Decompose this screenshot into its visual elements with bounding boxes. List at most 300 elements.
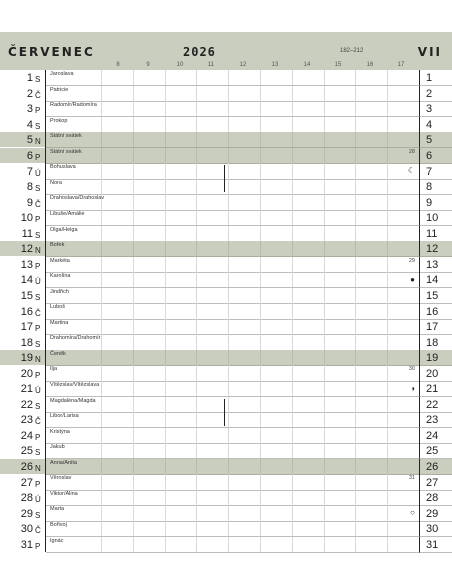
hour-gridline xyxy=(260,257,261,272)
hour-gridline xyxy=(133,381,134,396)
hour-gridline xyxy=(196,288,197,303)
name-day: Olga/Helga xyxy=(50,226,78,233)
hour-gridline xyxy=(133,537,134,552)
right-day-tab xyxy=(419,241,452,257)
hour-gridline xyxy=(292,537,293,552)
hour-gridline xyxy=(355,412,356,427)
hour-gridline xyxy=(228,459,229,474)
hour-gridline xyxy=(260,459,261,474)
hour-gridline xyxy=(133,132,134,147)
hour-gridline xyxy=(292,474,293,489)
name-day: Markéta xyxy=(50,257,70,264)
hour-gridline xyxy=(228,86,229,101)
hour-gridline xyxy=(260,443,261,458)
hour-gridline xyxy=(133,272,134,287)
hour-gridline xyxy=(260,101,261,116)
weekday-letter: S xyxy=(35,448,41,458)
hour-gridline xyxy=(324,241,325,256)
right-day-tab xyxy=(419,288,452,304)
day-row[interactable] xyxy=(0,334,452,349)
hour-gridline xyxy=(292,117,293,132)
hour-gridline xyxy=(196,241,197,256)
hour-gridline xyxy=(228,521,229,536)
right-day-tab xyxy=(419,537,452,553)
day-row[interactable] xyxy=(0,70,452,85)
day-row[interactable] xyxy=(0,490,452,505)
day-number: 7 xyxy=(26,165,33,178)
hour-gridline xyxy=(196,303,197,318)
day-entry-area[interactable] xyxy=(46,490,419,506)
hour-gridline xyxy=(101,334,102,349)
day-entry-area[interactable] xyxy=(46,241,419,257)
day-label xyxy=(0,521,45,536)
hour-gridline xyxy=(355,350,356,365)
hour-gridline xyxy=(387,319,388,334)
hour-gridline xyxy=(324,428,325,443)
day-entry-area[interactable] xyxy=(46,194,419,210)
weekday-letter: N xyxy=(35,355,41,365)
day-entry-area[interactable] xyxy=(46,101,419,117)
right-day-number: 6 xyxy=(426,150,433,163)
day-number: 18 xyxy=(20,336,33,349)
right-day-tab xyxy=(419,428,452,444)
day-row[interactable] xyxy=(0,163,452,178)
name-day: Libuše/Amálie xyxy=(50,210,85,217)
hour-gridline xyxy=(260,272,261,287)
hour-gridline xyxy=(355,428,356,443)
hour-gridline xyxy=(165,412,166,427)
hour-gridline xyxy=(165,428,166,443)
hour-gridline xyxy=(228,257,229,272)
hour-gridline xyxy=(228,428,229,443)
day-row[interactable] xyxy=(0,365,452,380)
day-row[interactable] xyxy=(0,272,452,287)
right-day-number: 19 xyxy=(426,352,439,365)
hour-gridline xyxy=(387,474,388,489)
hour-gridline xyxy=(292,288,293,303)
hour-gridline xyxy=(387,350,388,365)
right-day-number: 22 xyxy=(426,398,439,411)
right-day-number: 26 xyxy=(426,461,439,474)
name-day: Magdaléna/Magda xyxy=(50,397,96,404)
right-day-tab xyxy=(419,350,452,366)
hour-gridline xyxy=(228,179,229,194)
day-entry-area[interactable] xyxy=(46,303,419,319)
day-row[interactable] xyxy=(0,350,452,365)
hour-gridline xyxy=(260,319,261,334)
day-entry-area[interactable] xyxy=(46,443,419,459)
day-row[interactable] xyxy=(0,194,452,209)
hour-gridline xyxy=(228,226,229,241)
day-number: 19 xyxy=(20,352,33,365)
hour-gridline xyxy=(355,474,356,489)
right-day-tab xyxy=(419,319,452,335)
hour-gridline xyxy=(196,474,197,489)
day-entry-area[interactable] xyxy=(46,350,419,366)
day-row[interactable] xyxy=(0,412,452,427)
hour-gridline xyxy=(228,241,229,256)
day-label xyxy=(0,303,45,318)
name-day: Nora xyxy=(50,179,62,186)
hour-gridline xyxy=(133,241,134,256)
hour-gridline xyxy=(292,397,293,412)
hour-gridline xyxy=(165,148,166,163)
right-day-tab xyxy=(419,210,452,226)
name-day: Drahoslava/Drahoslav xyxy=(50,195,105,202)
hour-gridline xyxy=(101,350,102,365)
day-entry-area[interactable] xyxy=(46,257,419,273)
hour-gridline xyxy=(196,210,197,225)
day-entry-area[interactable] xyxy=(46,505,419,521)
hour-gridline xyxy=(324,381,325,396)
hour-gridline xyxy=(228,505,229,520)
day-label xyxy=(0,319,45,334)
day-row[interactable] xyxy=(0,226,452,241)
hour-gridline xyxy=(292,381,293,396)
weekday-letter: P xyxy=(35,541,41,551)
weekday-letter: P xyxy=(35,370,41,380)
day-entry-area[interactable] xyxy=(46,132,419,148)
day-row[interactable] xyxy=(0,132,452,147)
day-row[interactable] xyxy=(0,521,452,536)
moon-phase-icon: ○ xyxy=(410,508,415,518)
day-row[interactable] xyxy=(0,474,452,489)
day-label xyxy=(0,412,45,427)
hour-gridline xyxy=(133,412,134,427)
hour-gridline xyxy=(355,132,356,147)
hour-gridline xyxy=(133,490,134,505)
day-entry-area[interactable] xyxy=(46,521,419,537)
day-number: 25 xyxy=(20,445,33,458)
hour-gridline xyxy=(228,163,229,178)
hour-gridline xyxy=(133,148,134,163)
day-entry-area[interactable] xyxy=(46,412,419,428)
day-entry-area[interactable] xyxy=(46,226,419,242)
hour-gridline xyxy=(292,319,293,334)
weekday-letter: Ú xyxy=(35,277,41,287)
week-number: 30 xyxy=(408,366,415,373)
weekday-letter: S xyxy=(35,339,41,349)
day-entry-area[interactable] xyxy=(46,179,419,195)
hour-gridline xyxy=(292,412,293,427)
day-number: 30 xyxy=(20,523,33,536)
hour-gridline xyxy=(324,443,325,458)
hour-gridline xyxy=(101,505,102,520)
right-day-number: 24 xyxy=(426,429,439,442)
hour-label: 10 xyxy=(176,62,184,68)
hour-gridline xyxy=(260,428,261,443)
right-day-number: 21 xyxy=(426,383,439,396)
day-row[interactable] xyxy=(0,148,452,163)
day-label xyxy=(0,226,45,241)
right-day-number: 8 xyxy=(426,181,433,194)
hour-gridline xyxy=(355,194,356,209)
day-number: 29 xyxy=(20,507,33,520)
day-entry-area[interactable] xyxy=(46,428,419,444)
day-number: 10 xyxy=(20,212,33,225)
day-number: 22 xyxy=(20,398,33,411)
hour-gridline xyxy=(196,70,197,85)
hour-label: 11 xyxy=(207,62,215,68)
hour-gridline xyxy=(133,521,134,536)
weekday-letter: S xyxy=(35,121,41,131)
day-row[interactable] xyxy=(0,179,452,194)
hour-gridline xyxy=(165,288,166,303)
name-day: Čeněk xyxy=(50,350,66,357)
hour-gridline xyxy=(228,319,229,334)
right-day-tab xyxy=(419,132,452,148)
midday-marker xyxy=(224,399,225,426)
right-day-number: 31 xyxy=(426,538,439,551)
hour-gridline xyxy=(324,474,325,489)
hour-gridline xyxy=(355,241,356,256)
hour-label: 16 xyxy=(366,62,374,68)
right-day-tab xyxy=(419,226,452,242)
day-entry-area[interactable] xyxy=(46,319,419,335)
name-day: Prokop xyxy=(50,117,68,124)
hour-gridline xyxy=(165,194,166,209)
day-entry-area[interactable] xyxy=(46,117,419,133)
hour-gridline xyxy=(165,474,166,489)
hour-gridline xyxy=(196,257,197,272)
hour-gridline xyxy=(324,397,325,412)
weekday-letter: Č xyxy=(35,417,41,427)
day-label xyxy=(0,257,45,272)
day-label xyxy=(0,537,45,552)
day-row[interactable] xyxy=(0,381,452,396)
hour-gridline xyxy=(228,334,229,349)
hour-gridline xyxy=(196,459,197,474)
weekday-letter: S xyxy=(35,292,41,302)
hour-gridline xyxy=(101,537,102,552)
hour-gridline xyxy=(133,179,134,194)
weekday-letter: P xyxy=(35,261,41,271)
hour-gridline xyxy=(355,226,356,241)
hour-gridline xyxy=(228,288,229,303)
hour-gridline xyxy=(101,490,102,505)
hour-gridline xyxy=(101,70,102,85)
month-name: ČERVENEC xyxy=(8,45,95,59)
day-row[interactable] xyxy=(0,505,452,520)
right-day-tab xyxy=(419,117,452,133)
hour-gridline xyxy=(196,412,197,427)
day-entry-area[interactable] xyxy=(46,288,419,304)
hour-gridline xyxy=(387,505,388,520)
hour-gridline xyxy=(260,70,261,85)
name-day: Anna/Anita xyxy=(50,459,77,466)
right-day-number: 28 xyxy=(426,492,439,505)
hour-gridline xyxy=(292,365,293,380)
hour-gridline xyxy=(165,132,166,147)
hour-gridline xyxy=(133,70,134,85)
weekday-letter: S xyxy=(35,510,41,520)
day-row[interactable] xyxy=(0,117,452,132)
right-day-tab xyxy=(419,257,452,273)
hour-gridline xyxy=(292,86,293,101)
name-day: Státní svátek xyxy=(50,148,82,155)
right-day-number: 16 xyxy=(426,305,439,318)
hour-gridline xyxy=(165,241,166,256)
day-entry-area[interactable] xyxy=(46,334,419,350)
hour-gridline xyxy=(387,334,388,349)
day-row[interactable] xyxy=(0,210,452,225)
name-day: Radomír/Radomíra xyxy=(50,102,97,109)
name-day: Bohuslava xyxy=(50,164,76,171)
day-row[interactable] xyxy=(0,459,452,474)
weekday-letter: S xyxy=(35,75,41,85)
hour-gridline xyxy=(324,117,325,132)
hour-gridline xyxy=(101,443,102,458)
hour-gridline xyxy=(387,521,388,536)
day-label xyxy=(0,350,45,365)
hour-gridline xyxy=(260,537,261,552)
right-day-tab xyxy=(419,101,452,117)
day-row[interactable] xyxy=(0,101,452,116)
name-day: Věroslav xyxy=(50,475,72,482)
day-number: 3 xyxy=(26,103,33,116)
hour-gridline xyxy=(324,101,325,116)
day-row[interactable] xyxy=(0,397,452,412)
hour-gridline xyxy=(387,117,388,132)
hour-gridline xyxy=(133,194,134,209)
day-number: 4 xyxy=(26,118,33,131)
day-number: 26 xyxy=(20,461,33,474)
hour-gridline xyxy=(196,163,197,178)
hour-gridline xyxy=(387,257,388,272)
day-entry-area[interactable] xyxy=(46,210,419,226)
day-entry-area[interactable] xyxy=(46,397,419,413)
hour-gridline xyxy=(260,521,261,536)
day-row[interactable] xyxy=(0,303,452,318)
right-day-tab xyxy=(419,163,452,179)
hour-gridline xyxy=(101,226,102,241)
hour-gridline xyxy=(260,194,261,209)
day-row[interactable] xyxy=(0,443,452,458)
hour-gridline xyxy=(324,163,325,178)
day-number: 31 xyxy=(20,538,33,551)
hour-gridline xyxy=(260,148,261,163)
hour-gridline xyxy=(260,241,261,256)
right-day-number: 4 xyxy=(426,118,433,131)
hour-gridline xyxy=(324,334,325,349)
day-row[interactable] xyxy=(0,319,452,334)
day-label xyxy=(0,490,45,505)
hour-label: 12 xyxy=(239,62,247,68)
day-entry-area[interactable] xyxy=(46,148,419,164)
hour-gridline xyxy=(228,412,229,427)
day-label xyxy=(0,365,45,380)
day-label xyxy=(0,70,45,85)
name-day: Drahomíra/Drahomír xyxy=(50,335,101,342)
right-day-tab xyxy=(419,303,452,319)
hour-label: 8 xyxy=(116,62,120,68)
right-day-number: 23 xyxy=(426,414,439,427)
day-entry-area[interactable] xyxy=(46,459,419,475)
hour-gridline xyxy=(228,70,229,85)
name-day: Kristýna xyxy=(50,428,70,435)
hour-gridline xyxy=(260,474,261,489)
hour-gridline xyxy=(324,490,325,505)
weekday-letter: P xyxy=(35,153,41,163)
hour-gridline xyxy=(355,397,356,412)
hour-gridline xyxy=(355,70,356,85)
day-row[interactable] xyxy=(0,537,452,552)
day-label xyxy=(0,101,45,116)
hour-gridline xyxy=(324,505,325,520)
hour-gridline xyxy=(228,132,229,147)
right-day-tab xyxy=(419,70,452,86)
day-of-year-range: 182–212 xyxy=(340,48,364,54)
day-label xyxy=(0,474,45,489)
name-day: Martina xyxy=(50,319,69,326)
day-entry-area[interactable] xyxy=(46,272,419,288)
weekday-letter: P xyxy=(35,215,41,225)
hour-gridline xyxy=(260,505,261,520)
hour-gridline xyxy=(196,428,197,443)
right-day-number: 25 xyxy=(426,445,439,458)
hour-gridline xyxy=(165,381,166,396)
day-number: 9 xyxy=(26,196,33,209)
day-row[interactable] xyxy=(0,288,452,303)
hour-gridline xyxy=(324,412,325,427)
day-entry-area[interactable] xyxy=(46,86,419,102)
hour-gridline xyxy=(292,194,293,209)
hour-gridline xyxy=(260,381,261,396)
right-day-tab xyxy=(419,194,452,210)
right-day-number: 2 xyxy=(426,87,433,100)
day-row[interactable] xyxy=(0,428,452,443)
day-entry-area[interactable] xyxy=(46,474,419,490)
day-number: 15 xyxy=(20,289,33,302)
day-number: 17 xyxy=(20,321,33,334)
right-day-tab xyxy=(419,521,452,537)
roman-month: VII xyxy=(417,45,442,59)
day-row[interactable] xyxy=(0,257,452,272)
name-day: Luboš xyxy=(50,304,65,311)
hour-gridline xyxy=(387,412,388,427)
day-entry-area[interactable] xyxy=(46,381,419,397)
hour-gridline xyxy=(228,537,229,552)
hour-gridline xyxy=(292,148,293,163)
week-number: 28 xyxy=(408,148,415,155)
hour-gridline xyxy=(165,179,166,194)
hour-gridline xyxy=(101,319,102,334)
hour-gridline xyxy=(387,428,388,443)
day-number: 24 xyxy=(20,429,33,442)
day-entry-area[interactable] xyxy=(46,70,419,86)
hour-gridline xyxy=(228,397,229,412)
day-entry-area[interactable] xyxy=(46,163,419,179)
hour-gridline xyxy=(165,537,166,552)
hour-gridline xyxy=(101,288,102,303)
year: 2026 xyxy=(183,45,216,59)
hour-gridline xyxy=(228,303,229,318)
hour-gridline xyxy=(387,397,388,412)
day-number: 8 xyxy=(26,181,33,194)
day-label xyxy=(0,210,45,225)
day-label xyxy=(0,334,45,349)
right-day-tab xyxy=(419,381,452,397)
hour-gridline xyxy=(196,381,197,396)
day-row[interactable] xyxy=(0,241,452,256)
day-row[interactable] xyxy=(0,86,452,101)
day-entry-area[interactable] xyxy=(46,537,419,553)
hour-gridline xyxy=(101,428,102,443)
hour-gridline xyxy=(292,210,293,225)
right-day-number: 17 xyxy=(426,321,439,334)
hour-gridline xyxy=(133,397,134,412)
day-entry-area[interactable] xyxy=(46,365,419,381)
